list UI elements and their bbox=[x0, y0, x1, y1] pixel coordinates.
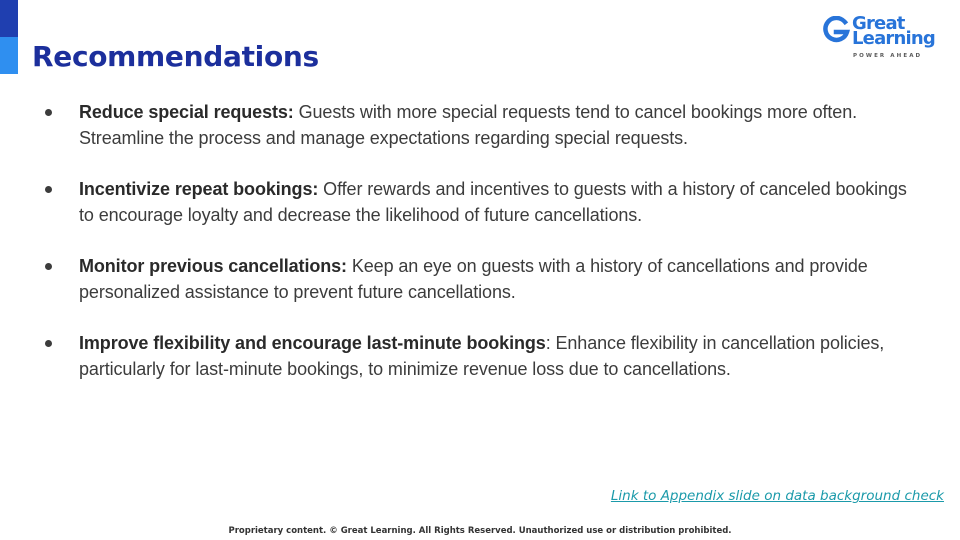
bullet-text: Offer rewards and incentives to guests with a history of canceled bookings to encourage loyalty and decrease the likelihood of future cancellations. bbox=[79, 179, 907, 225]
list-item bbox=[45, 99, 910, 151]
bullet-heading: Reduce special requests: bbox=[79, 102, 294, 122]
bullet-icon bbox=[45, 186, 52, 193]
list-item bbox=[45, 176, 910, 228]
bullet-heading: Incentivize repeat bookings: bbox=[79, 179, 319, 199]
recommendations-list bbox=[45, 99, 910, 407]
bullet-icon bbox=[45, 263, 52, 270]
bullet-heading: Monitor previous cancellations: bbox=[79, 256, 347, 276]
list-item bbox=[45, 253, 910, 305]
accent-bar-light bbox=[0, 37, 18, 74]
bullet-text: : Enhance flexibility in cancellation policies, particularly for last-minute bookings, to minimize revenue loss due to cancellations. bbox=[79, 333, 885, 379]
bullet-text: Guests with more special requests tend to cancel bookings more often. Streamline the process and manage expectations regarding special requests. bbox=[79, 102, 857, 148]
bullet-heading: Improve flexibility and encourage last-minute bookings bbox=[79, 333, 546, 353]
logo-text-great: Great bbox=[852, 13, 905, 34]
logo-text-learning: Learning bbox=[852, 28, 935, 49]
bullet-icon bbox=[45, 109, 52, 116]
great-learning-logo bbox=[820, 10, 940, 64]
slide-title: Recommendations bbox=[32, 40, 319, 73]
appendix-link[interactable]: Link to Appendix slide on data background check bbox=[610, 488, 944, 504]
great-learning-g-logo-icon bbox=[822, 16, 850, 46]
list-item bbox=[45, 330, 910, 382]
logo-tagline: POWER AHEAD bbox=[853, 53, 923, 59]
accent-bar-dark bbox=[0, 0, 18, 37]
bullet-icon bbox=[45, 340, 52, 347]
footer-copyright: Proprietary content. © Great Learning. All Rights Reserved. Unauthorized use or distribution prohibited. bbox=[228, 526, 732, 536]
bullet-text: Keep an eye on guests with a history of cancellations and provide personalized assistance to prevent future cancellations. bbox=[79, 256, 868, 302]
